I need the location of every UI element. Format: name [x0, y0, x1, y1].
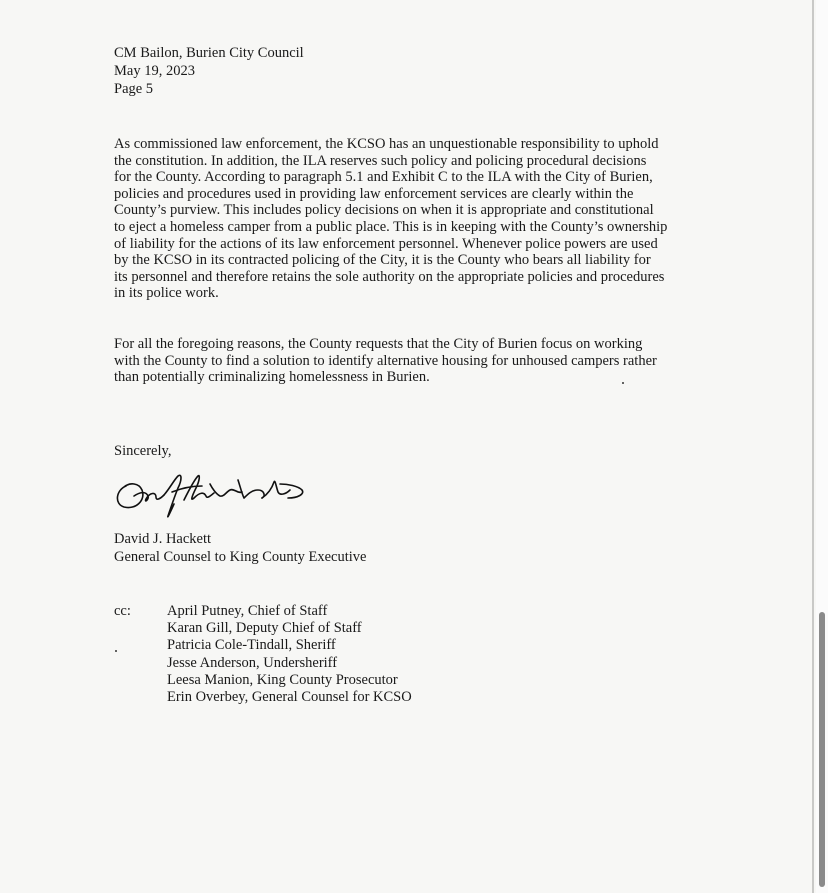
scan-speck — [115, 650, 117, 652]
paragraph-line: of liability for the actions of its law enforcement personnel. Whenever police powers are used — [114, 235, 658, 252]
paragraph-line: As commissioned law enforcement, the KCSO has an unquestionable responsibility to uphold — [114, 136, 659, 152]
paragraph-line: policies and procedures used in providing law enforcement services are clearly within the — [114, 185, 634, 202]
paragraph-line: for the County. According to paragraph 5.1 and Exhibit C to the ILA with the City of Burien, — [114, 169, 653, 186]
scan-speck — [622, 382, 624, 384]
letter-header — [114, 44, 304, 98]
cc-recipient: April Putney, Chief of Staff — [167, 603, 328, 619]
recipient-line: CM Bailon, Burien City Council — [114, 45, 304, 61]
signer-name: David J. Hackett — [114, 531, 212, 547]
cc-recipient: Erin Overbey, General Counsel for KCSO — [167, 689, 412, 706]
paragraph-line: to eject a homeless camper from a public place. This is in keeping with the County’s ownership — [114, 218, 668, 235]
paragraph-line: For all the foregoing reasons, the County requests that the City of Burien focus on working — [114, 336, 643, 352]
date-line: May 19, 2023 — [114, 63, 195, 79]
paragraph-line: its personnel and therefore retains the sole authority on the appropriate policies and procedures — [114, 268, 665, 285]
paragraph-line: in its police work. — [114, 285, 219, 302]
page-number: Page 5 — [114, 81, 154, 97]
paragraph-line: County’s purview. This includes policy decisions on when it is appropriate and constitutional — [114, 202, 654, 219]
paragraph-line: with the County to find a solution to identify alternative housing for unhoused campers rather — [114, 352, 657, 369]
paragraph-responsibility — [114, 136, 714, 302]
cc-list — [167, 603, 412, 706]
paragraph-request — [114, 336, 714, 386]
signer-title: General Counsel to King County Executive — [114, 549, 367, 565]
paragraph-line: the constitution. In addition, the ILA reserves such policy and policing procedural decisions — [114, 152, 647, 169]
cc-recipient: Patricia Cole-Tindall, Sheriff — [167, 637, 336, 654]
signer-block — [114, 530, 367, 566]
scrollbar-track[interactable] — [816, 0, 828, 893]
cc-label: cc: — [114, 603, 131, 619]
paragraph-line: by the KCSO in its contracted policing of the City, it is the County who bears all liability for — [114, 252, 651, 269]
cc-recipient: Karan Gill, Deputy Chief of Staff — [167, 620, 362, 637]
page-edge — [812, 0, 814, 893]
paragraph-line: than potentially criminalizing homelessness in Burien. — [114, 369, 430, 386]
signature-icon — [112, 466, 312, 520]
closing-salutation: Sincerely, — [114, 443, 172, 459]
cc-recipient: Jesse Anderson, Undersheriff — [167, 654, 338, 671]
scrollbar-thumb[interactable] — [819, 612, 825, 887]
cc-recipient: Leesa Manion, King County Prosecutor — [167, 671, 398, 688]
